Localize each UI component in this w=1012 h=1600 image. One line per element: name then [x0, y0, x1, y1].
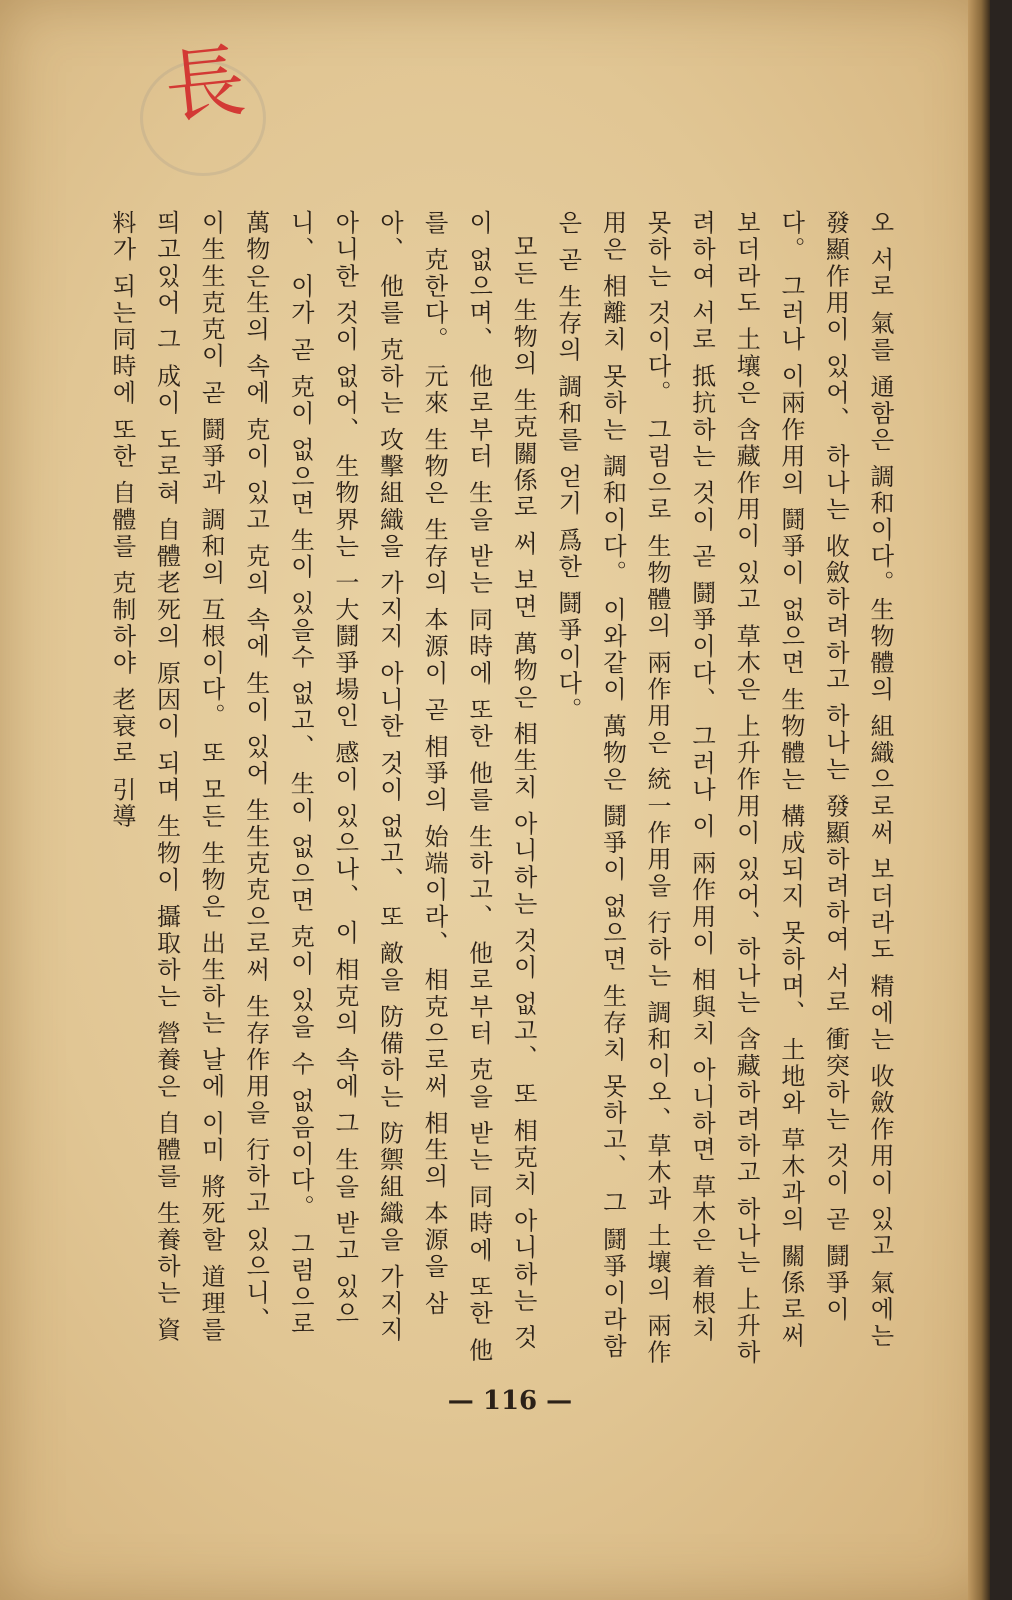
vertical-text-block	[107, 210, 902, 1370]
paragraph: 모든 生物의 生克關係로 써 보면 萬物은 相生치 아니하는 것이 없고、 또 相克치 아니하는 것이 없으며、 他로부터 生을 받는 同時에 또한 他를 生하고、 他로부터 克을 받는 同時에 또한 他를 克한다。 元來 生物은 生存의 本源이 곧 相爭의 始端이라、 相克으로써 相生의 本源을 삼아、 他를 克하는 攻擊組織을 가지지 아니한 것이 없고、 또 敵을 防備하는 防禦組織을 가지지 아니한 것이 없어、 生物界는 一大鬪爭場인 感이 있으나、 이 相克의 속에 그 生을 받고 있으니、 이가 곧 克이 없으면 生이 있을수 없고、 生이 없으면 克이 있을 수 없음이다。 그럼으로 萬物은生의 속에 克이 있고 克의 속에 生이 있어 生生克克으로써 生存作用을 行하고 있으니、 이生生克克이 곧 鬪爭과 調和의 互根이다。 또 모든 生物은 出生하는 날에 이미 將死할 道理를 띄고있어 그 成이 도로혀 自體老死의 原因이 되며 生物이 攝取하는 營養은 自體를 生養하는 資料가 되는同時에 또한 自體를 克制하야 老衰로 引導	[107, 210, 538, 1365]
paragraph: 오 서로 氣를 通함은 調和이다。生物體의 組織으로써 보더라도 精에는 收斂作用이 있고 氣에는 發顯作用이 있어、 하나는 收斂하려하고 하나는 發顯하려하여 서로 衝突하는 것이 곧 鬪爭이다。 그러나 이兩作用의 鬪爭이 없으면 生物體는 構成되지 못하며、 土地와 草木과의 關係로써 보더라도 土壤은 含藏作用이 있고 草木은 上升作用이 있어、하나는 含藏하려하고 하나는 上升하려하여 서로 抵抗하는 것이 곧 鬪爭이다、 그러나 이 兩作用이 相與치 아니하면 草木은 着根치 못하는 것이다。 그럼으로 生物體의 兩作用은 統一作用을 行하는 調和이오、草木과 土壤의 兩作用은 相離치 못하는 調和이다。 이와같이 萬物은 鬪爭이 없으면 生存치 못하고、 그 鬪爭이라함은 곧 生存의 調和를 얻기 爲한 鬪爭이다。	[553, 210, 894, 1367]
margin-annotation: 長	[160, 34, 250, 135]
page-number: — 116 —	[447, 1386, 573, 1416]
page-edge	[968, 0, 990, 1600]
